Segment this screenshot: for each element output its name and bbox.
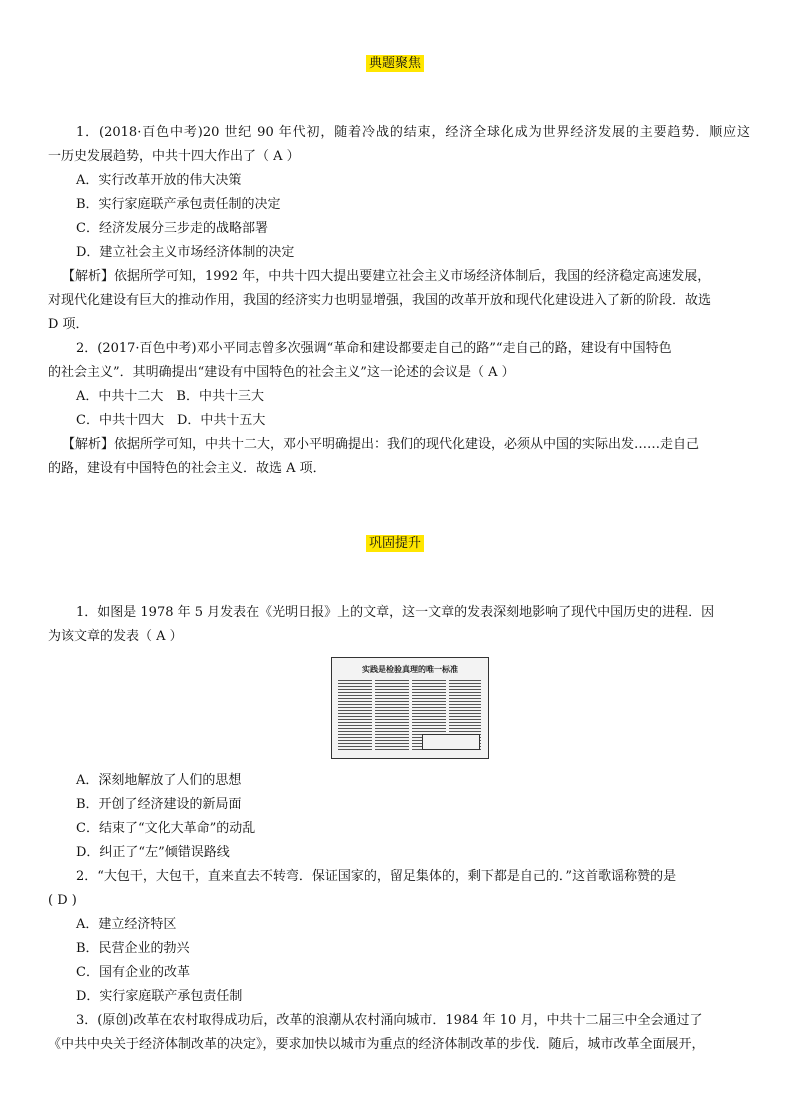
practice-1-option-a: A．深刻地解放了人们的思想 <box>76 773 242 788</box>
practice-3-text-line2: 《中共中央关于经济体制改革的决定》，要求加快以城市为重点的经济体制改革的步伐．随后，城市改革全面展开， <box>48 1037 705 1052</box>
question-2-text-line2: 的社会主义”．其明确提出“建设有中国特色的社会主义”这一论述的会议是（ A ） <box>48 365 515 380</box>
question-1-analysis-line1: 【解析】依据所学可知，1992 年，中共十四大提出要建立社会主义市场经济体制后，我国的经济稳定高速发展， <box>62 269 711 284</box>
newspaper-headline: 实践是检验真理的唯一标准 <box>362 664 458 674</box>
newspaper-article-image <box>331 657 489 759</box>
question-1-analysis-line3: D 项． <box>48 317 89 332</box>
question-1-analysis-line2: 对现代化建设有巨大的推动作用，我国的经济实力也明显增强，我国的改革开放和现代化建设进入了新的阶段．故选 <box>48 293 712 308</box>
practice-1-option-b: B．开创了经济建设的新局面 <box>76 797 242 812</box>
question-2-text-line1: 2．(2017·百色中考)邓小平同志曾多次强调“革命和建设都要走自己的路”“走自己的路，建设有中国特色 <box>76 341 672 356</box>
question-2-analysis-line1: 【解析】依据所学可知，中共十二大，邓小平明确提出：我们的现代化建设，必须从中国的实际出发……走自己 <box>62 437 700 452</box>
practice-2-text-line2: ( D ) <box>48 893 77 908</box>
practice-2-text-line1: 2．“大包干，大包干，直来直去不转弯．保证国家的，留足集体的，剩下都是自己的．”这首歌谣称赞的是 <box>76 869 677 884</box>
practice-2-option-b: B．民营企业的勃兴 <box>76 941 190 956</box>
practice-1-option-d: D．纠正了“左”倾错误路线 <box>76 845 230 860</box>
question-1-text-line2: 一历史发展趋势，中共十四大作出了（ A ） <box>48 149 300 164</box>
practice-2-option-a: A．建立经济特区 <box>76 917 177 932</box>
practice-3-text-line1: 3．(原创)改革在农村取得成功后，改革的浪潮从农村涌向城市．1984 年 10 月，中共十二届三中全会通过了 <box>76 1013 703 1028</box>
practice-1-text-line1: 1．如图是 1978 年 5 月发表在《光明日报》上的文章，这一文章的发表深刻地影响了现代中国历史的进程．因 <box>76 605 715 620</box>
section-heading-gonggu: 巩固提升 <box>0 532 790 551</box>
question-1-option-a: A．实行改革开放的伟大决策 <box>76 173 242 188</box>
question-2-analysis-line2: 的路，建设有中国特色的社会主义．故选 A 项． <box>48 461 326 476</box>
section-heading-dianti: 典题聚焦 <box>0 52 790 71</box>
practice-1-text-line2: 为该文章的发表（ A ） <box>48 629 183 644</box>
practice-2-option-c: C．国有企业的改革 <box>76 965 190 980</box>
question-2-options-ab: A．中共十二大 B．中共十三大 <box>76 389 264 404</box>
question-1-option-b: B．实行家庭联产承包责任制的决定 <box>76 197 281 212</box>
question-1-option-d: D．建立社会主义市场经济体制的决定 <box>76 245 295 260</box>
question-1-text-line1: 1．(2018·百色中考)20 世纪 90 年代初，随着冷战的结束，经济全球化成为世界经济发展的主要趋势．顺应这 <box>76 125 750 140</box>
practice-1-option-c: C．结束了“文化大革命”的动乱 <box>76 821 256 836</box>
newspaper-columns <box>338 680 482 752</box>
question-2-options-cd: C．中共十四大 D．中共十五大 <box>76 413 266 428</box>
question-1-option-c: C．经济发展分三步走的战略部署 <box>76 221 268 236</box>
practice-2-option-d: D．实行家庭联产承包责任制 <box>76 989 243 1004</box>
